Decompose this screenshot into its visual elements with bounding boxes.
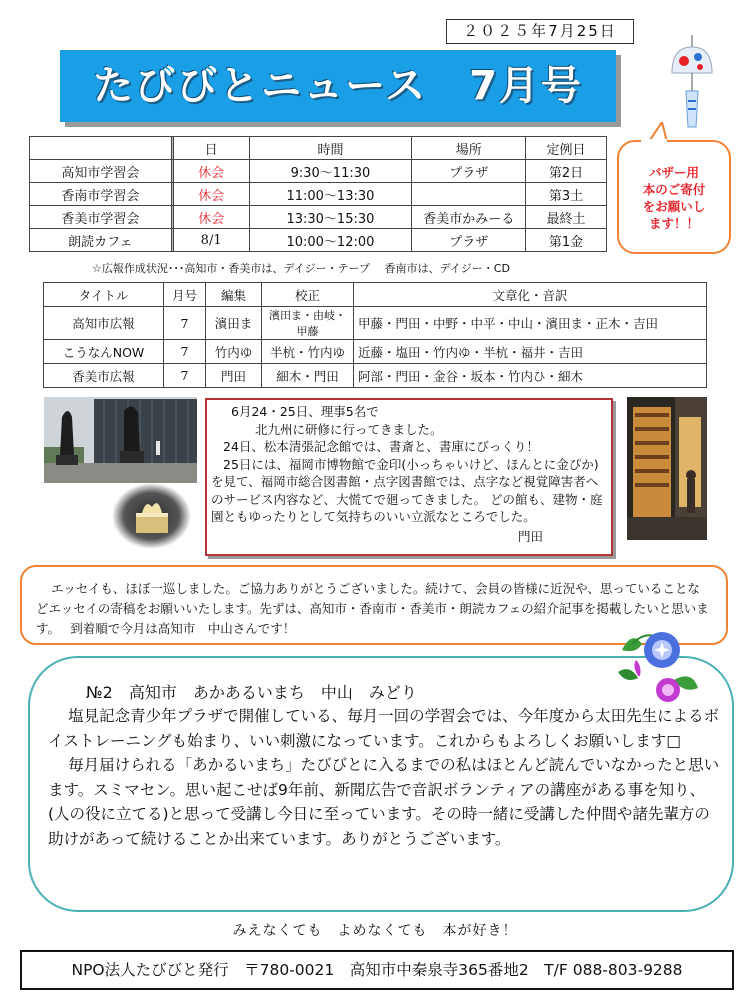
table-row: [30, 160, 607, 183]
group-name: 香南市学習会: [30, 183, 172, 206]
callout-gap: [641, 139, 667, 145]
pr-title: 高知市広報: [44, 307, 164, 340]
library-interior-photo: [627, 397, 707, 540]
table-header-cell: 場所: [412, 137, 526, 160]
meeting-day: 8/1: [173, 229, 249, 252]
schedule-table: [29, 136, 607, 252]
meeting-place: 香美市かみーる: [412, 206, 526, 229]
pr-issue: 7: [164, 364, 206, 388]
page-title: たびびとニュース 7月号: [93, 63, 583, 109]
meeting-time: 10:00～12:00: [249, 229, 412, 252]
issue-date: ２０２５年7月25日: [446, 19, 634, 44]
table-header-cell: 校正: [262, 283, 354, 307]
meeting-time: 9:30～11:30: [249, 160, 412, 183]
group-name: 香美市学習会: [30, 206, 172, 229]
group-name: 高知市学習会: [30, 160, 172, 183]
table-header-cell: タイトル: [44, 283, 164, 307]
callout-line: バザー用: [648, 165, 699, 180]
pr-voice: 近藤・塩田・竹内ゆ・半杭・福井・吉田: [354, 340, 707, 364]
pr-status-note: ☆広報作成状況･･･高知市・香美市は、デイジー・テープ 香南市は、デイジー・CD: [92, 262, 510, 275]
meeting-place: [412, 183, 526, 206]
pr-title: 香美市広報: [44, 364, 164, 388]
publisher-footer: NPO法人たびびと発行 〒780-0021 高知市中秦泉寺365番地2 T/F 088-803-9288: [20, 950, 734, 990]
report-line: 6月24・25日、理事5名で: [231, 404, 379, 419]
callout-line: をお願いし: [642, 199, 706, 214]
pr-production-table: [43, 282, 707, 388]
pr-editor: 竹内ゆ: [206, 340, 262, 364]
title-banner: [60, 50, 616, 122]
essay-text: エッセイも、ほぼ一巡しました。ご協力ありがとうございました。続けて、会員の皆様に近況や、思っていることなどエッセイの寄稿をお願いいたします。先ずは、高知市・香南市・香美市・朗読カフェの紹介記事を掲載したいと思います。 到着順で今月は高知市 中山さんです！: [36, 581, 709, 636]
meeting-time: 11:00～13:30: [249, 183, 412, 206]
table-header-cell: 時間: [249, 137, 412, 160]
table-row: [44, 307, 707, 340]
pr-editor: 濱田ま: [206, 307, 262, 340]
museum-statues-photo: [44, 397, 197, 483]
table-row: [44, 364, 707, 388]
pr-proof: 濱田ま・由岐・甲藤: [262, 307, 354, 340]
meeting-time: 13:30～15:30: [249, 206, 412, 229]
report-author: 門田: [518, 529, 544, 544]
report-line: 北九州に研修に行ってきました。: [255, 421, 443, 437]
meeting-day: 休会: [173, 183, 249, 206]
slogan: みえなくても よめなくても 本が好き！: [232, 923, 518, 939]
meeting-place: プラザ: [412, 160, 526, 183]
table-header-cell: 文章化・音訳: [354, 283, 707, 307]
table-header-cell: [30, 137, 172, 160]
callout-line: 本のご寄付: [642, 182, 706, 197]
table-header-row: [44, 283, 707, 307]
table-row: [30, 206, 607, 229]
morning-glory-icon: [612, 620, 712, 720]
table-header-cell: 日: [173, 137, 249, 160]
pr-issue: 7: [164, 340, 206, 364]
report-line: 25日には、福岡市博物館で金印(小っちゃいけど、ほんとに金ぴか)を見て、福岡市総合図書館・点字図書館では、点字など視覚障害者へのサービス内容など、大慌てで廻ってきました。 どの館も、建物・庭園ともゆったりとして気持ちのいい立派なところでした。: [211, 456, 603, 524]
member-essay-heading: №2 高知市 あかあるいまち 中山 みどり: [86, 683, 417, 702]
wind-chime-icon: [662, 35, 722, 135]
meeting-day: 休会: [173, 206, 249, 229]
training-report-box: [205, 398, 613, 556]
meeting-place: プラザ: [412, 229, 526, 252]
pr-issue: 7: [164, 307, 206, 340]
report-line: 24日、松本清張記念館では、書斎と、書庫にびっくり！: [223, 439, 539, 454]
bazaar-callout: [617, 140, 731, 254]
member-essay-paragraph: 毎月届けられる「あかるいまち」たびびとに入るまでの私はほとんど読んでいなかったと思います。スミマセン。思い起こせば9年前、新聞広告で音訳ボランティアの講座がある事を知り、(人の役に立てる)と思って受講し今日に至っています。その時一緒に受講した仲間や諸先輩方の助けがあって続けることか出来ています。ありがとうございます。: [48, 756, 720, 848]
pr-proof: 細木・門田: [262, 364, 354, 388]
pr-voice: 甲藤・門田・中野・中平・中山・濱田ま・正木・吉田: [354, 307, 707, 340]
table-row: [44, 340, 707, 364]
group-name: 朗読カフェ: [30, 229, 172, 252]
member-essay-paragraph: 塩見記念青少年プラザで開催している、毎月一回の学習会では、今年度から太田先生によるボイストレーニングも始まり、いい刺激になっています。これからもよろしくお願いします□: [48, 707, 720, 750]
regular-day: 第1金: [526, 229, 607, 252]
table-header-cell: 編集: [206, 283, 262, 307]
table-row: [30, 229, 607, 252]
callout-line: ます！！: [648, 216, 699, 231]
table-row: [30, 183, 607, 206]
table-header-row: [30, 137, 607, 160]
table-header-cell: 月号: [164, 283, 206, 307]
pr-voice: 阿部・門田・金谷・坂本・竹内ひ・細木: [354, 364, 707, 388]
regular-day: 第3土: [526, 183, 607, 206]
pr-proof: 半杭・竹内ゆ: [262, 340, 354, 364]
gold-seal-photo: [112, 483, 191, 549]
regular-day: 第2日: [526, 160, 607, 183]
regular-day: 最終土: [526, 206, 607, 229]
pr-title: こうなんNOW: [44, 340, 164, 364]
meeting-day: 休会: [173, 160, 249, 183]
callout-text: [625, 164, 723, 232]
pr-editor: 門田: [206, 364, 262, 388]
table-header-cell: 定例日: [526, 137, 607, 160]
member-essay-body: [48, 704, 720, 851]
